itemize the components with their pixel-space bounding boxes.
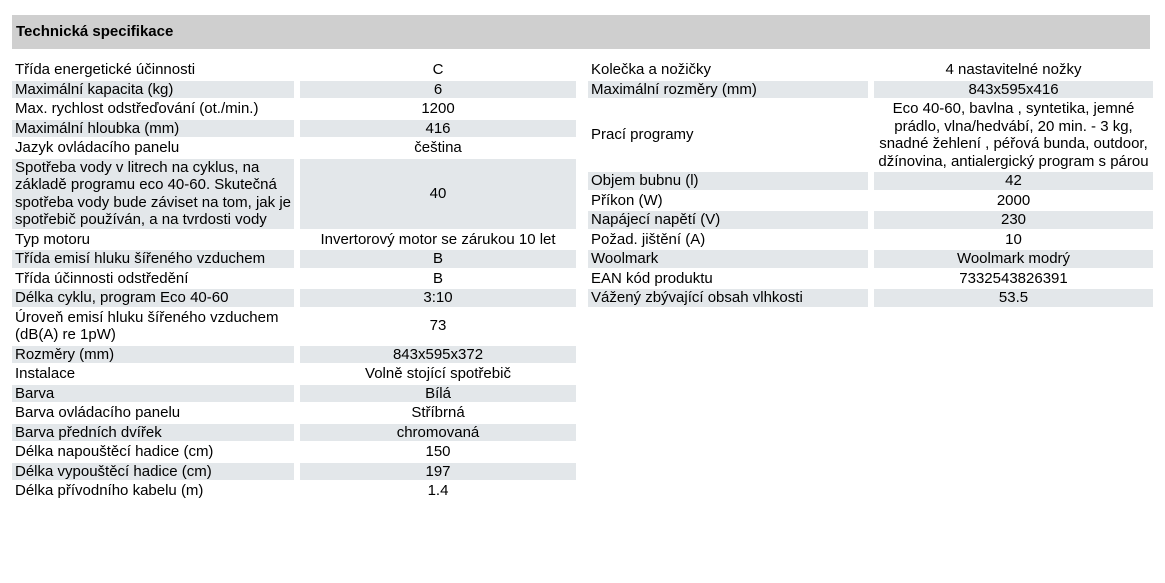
spec-label: Délka přívodního kabelu (m)	[15, 482, 204, 499]
spec-label: Třída emisí hluku šířeného vzduchem	[12, 250, 294, 268]
spec-row	[588, 172, 1153, 190]
spec-value: Woolmark modrý	[868, 250, 1153, 268]
spec-label: Jazyk ovládacího panelu	[15, 139, 180, 156]
spec-value: 7332543826391	[868, 270, 1153, 288]
spec-value: 53.5	[868, 289, 1153, 307]
spec-row	[12, 385, 576, 403]
spec-value: 10	[868, 231, 1153, 249]
spec-label: Požad. jištění (A)	[591, 230, 706, 248]
spec-label: Barva předních dvířek	[12, 424, 294, 442]
spec-label: Maximální hloubka (mm)	[12, 120, 294, 138]
spec-row	[588, 61, 1153, 79]
spec-row	[12, 270, 576, 288]
spec-value: Volně stojící spotřebič	[294, 365, 576, 383]
spec-value: 73	[294, 309, 576, 344]
spec-label: Vážený zbývající obsah vlhkosti	[588, 289, 868, 307]
spec-value: B	[294, 270, 576, 288]
spec-value: čeština	[294, 139, 576, 157]
spec-row	[12, 61, 576, 79]
spec-value: chromovaná	[294, 424, 576, 442]
spec-row	[12, 139, 576, 157]
spec-value: 230	[868, 211, 1153, 229]
spec-value: 197	[294, 463, 576, 481]
spec-value: 4 nastavitelné nožky	[868, 61, 1153, 79]
spec-row	[588, 211, 1153, 229]
spec-label: Napájecí napětí (V)	[588, 211, 868, 229]
spec-row	[12, 81, 576, 99]
spec-row	[588, 192, 1153, 210]
spec-label: Délka napouštěcí hadice (cm)	[15, 443, 214, 460]
spec-row	[12, 463, 576, 481]
spec-label: Barva	[12, 385, 294, 403]
spec-row	[588, 270, 1153, 288]
spec-label: Rozměry (mm)	[12, 346, 294, 364]
section-title: Technická specifikace	[12, 15, 1150, 49]
spec-row	[588, 231, 1153, 249]
spec-label: Úroveň emisí hluku šířeného vzduchem (dB(A) re 1pW)	[15, 308, 279, 343]
spec-value: 3:10	[294, 289, 576, 307]
spec-value: 1200	[294, 100, 576, 118]
spec-label: Typ motoru	[15, 230, 91, 248]
spec-value: Stříbrná	[294, 404, 576, 422]
spec-label: Spotřeba vody v litrech na cyklus, na základě programu eco 40-60. Skutečná spotřeba vody bude záviset na tom, jak je spotřebič používán, a na tvrdosti vody	[12, 159, 294, 229]
spec-label: Kolečka a nožičky	[591, 61, 712, 78]
spec-row	[12, 404, 576, 422]
spec-label: Maximální rozměry (mm)	[588, 81, 868, 99]
spec-value: Invertorový motor se zárukou 10 let	[294, 231, 576, 249]
spec-table-right	[588, 59, 1153, 309]
spec-value: Bílá	[294, 385, 576, 403]
spec-value: 1.4	[294, 482, 576, 500]
spec-table-left	[12, 59, 576, 502]
spec-value: 6	[294, 81, 576, 99]
spec-row	[588, 100, 1153, 170]
spec-row	[12, 120, 576, 138]
spec-row	[12, 346, 576, 364]
spec-row	[12, 250, 576, 268]
spec-label: Barva ovládacího panelu	[15, 404, 181, 421]
spec-row	[12, 309, 576, 344]
spec-value: B	[294, 250, 576, 268]
spec-value: Eco 40-60, bavlna , syntetika, jemné prádlo, vlna/hedvábí, 20 min. - 3 kg, snadné žehlení , péřová bunda, outdoor, džínovina, antialergický program s párou	[868, 100, 1153, 170]
spec-value: 843x595x372	[294, 346, 576, 364]
spec-value: 416	[294, 120, 576, 138]
spec-row	[12, 365, 576, 383]
spec-row	[588, 81, 1153, 99]
spec-label: Třída účinnosti odstředění	[15, 269, 189, 287]
spec-value: 42	[868, 172, 1153, 190]
spec-row	[12, 289, 576, 307]
spec-value: 40	[294, 159, 576, 229]
spec-row	[12, 424, 576, 442]
spec-row	[588, 289, 1153, 307]
spec-value: 150	[294, 443, 576, 461]
spec-row	[12, 443, 576, 461]
spec-value: C	[294, 61, 576, 79]
spec-label: Délka cyklu, program Eco 40-60	[12, 289, 294, 307]
spec-value: 843x595x416	[868, 81, 1153, 99]
spec-label: Třída energetické účinnosti	[15, 61, 196, 78]
spec-row	[588, 250, 1153, 268]
spec-label: EAN kód produktu	[591, 269, 713, 287]
spec-label: Délka vypouštěcí hadice (cm)	[12, 463, 294, 481]
spec-label: Instalace	[15, 365, 76, 382]
spec-row	[12, 100, 576, 118]
spec-row	[12, 159, 576, 229]
spec-label: Objem bubnu (l)	[588, 172, 868, 190]
spec-row	[12, 231, 576, 249]
spec-value: 2000	[868, 192, 1153, 210]
spec-label: Woolmark	[588, 250, 868, 268]
spec-label: Maximální kapacita (kg)	[12, 81, 294, 99]
spec-label: Prací programy	[591, 126, 694, 144]
spec-label: Příkon (W)	[591, 191, 663, 209]
spec-row	[12, 482, 576, 500]
spec-label: Max. rychlost odstřeďování (ot./min.)	[15, 100, 259, 117]
